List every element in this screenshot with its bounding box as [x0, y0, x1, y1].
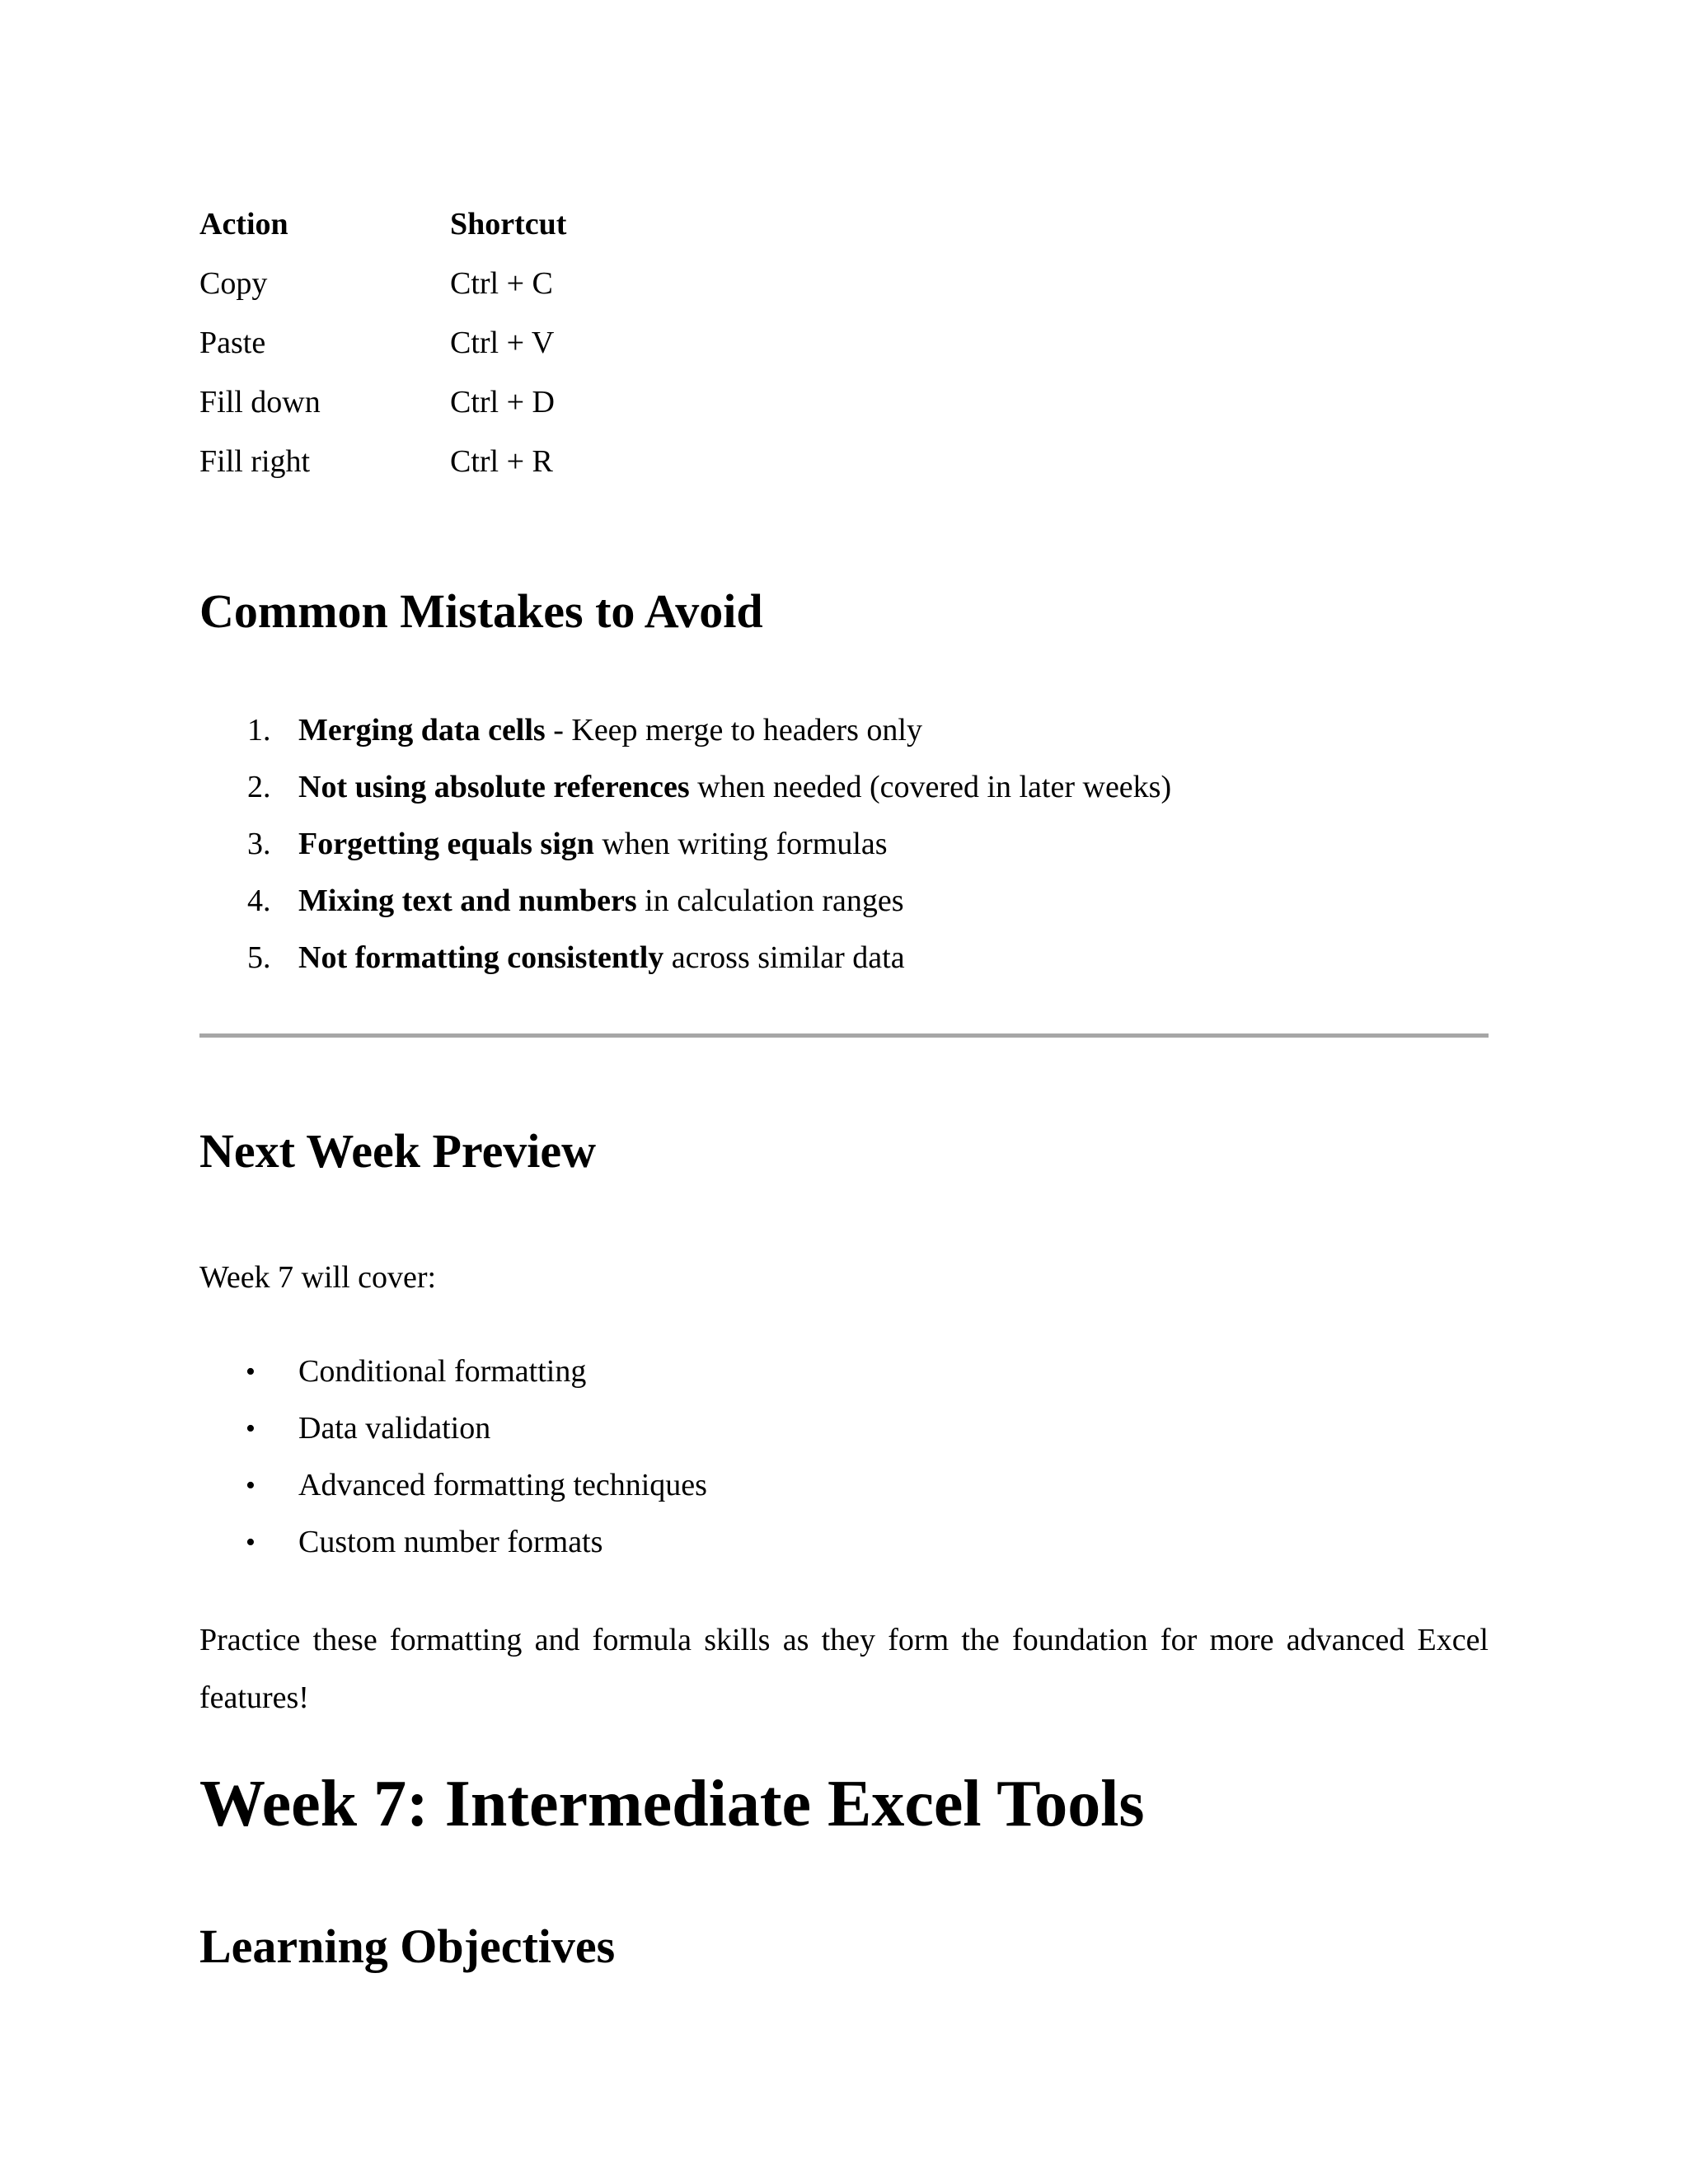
mistake-text: when writing formulas	[593, 827, 888, 861]
list-number: 2.	[247, 770, 271, 804]
bullet-icon: •	[246, 1357, 256, 1387]
mistakes-list	[199, 702, 1171, 987]
list-item	[199, 1457, 707, 1514]
list-item	[199, 702, 1171, 759]
week7-title: Week 7: Intermediate Excel Tools	[199, 1768, 1145, 1840]
action-cell: Copy	[199, 266, 268, 301]
mistake-bold: Merging data cells	[298, 713, 546, 748]
list-item	[199, 816, 1171, 873]
table-row	[199, 432, 566, 491]
table-row	[199, 254, 566, 313]
table-row	[199, 373, 566, 432]
preview-item-text: Advanced formatting techniques	[298, 1468, 707, 1502]
table-row	[199, 313, 566, 373]
list-item	[199, 759, 1171, 816]
shortcut-cell: Ctrl + D	[450, 385, 555, 419]
action-cell: Fill down	[199, 385, 321, 419]
shortcut-cell: Ctrl + R	[450, 444, 553, 479]
header-action: Action	[199, 207, 288, 241]
mistake-bold: Not formatting consistently	[298, 940, 664, 975]
bullet-icon: •	[246, 1527, 256, 1558]
list-item	[199, 1514, 707, 1571]
mistake-text: - Keep merge to headers only	[545, 713, 922, 748]
shortcut-table	[199, 194, 566, 491]
list-item	[199, 1343, 707, 1400]
shortcut-cell: Ctrl + C	[450, 266, 553, 301]
action-cell: Paste	[199, 326, 266, 360]
preview-item-text: Data validation	[298, 1411, 491, 1446]
preview-intro: Week 7 will cover:	[199, 1260, 437, 1295]
list-item	[199, 930, 1171, 987]
mistakes-heading: Common Mistakes to Avoid	[199, 584, 763, 638]
preview-item-text: Custom number formats	[298, 1525, 603, 1559]
learning-objectives-heading: Learning Objectives	[199, 1919, 616, 1973]
closing-paragraph: Practice these formatting and formula skills as they form the foundation for more advanced Excel features!	[199, 1623, 1489, 1715]
mistake-bold: Not using absolute references	[298, 770, 690, 804]
header-shortcut: Shortcut	[450, 207, 567, 241]
mistake-bold: Forgetting equals sign	[298, 827, 594, 861]
list-item	[199, 1400, 707, 1457]
preview-item-text: Conditional formatting	[298, 1354, 587, 1389]
preview-list	[199, 1343, 707, 1571]
list-number: 4.	[247, 883, 271, 918]
horizontal-divider	[199, 1033, 1489, 1038]
list-number: 1.	[247, 713, 271, 748]
mistake-bold: Mixing text and numbers	[298, 883, 637, 918]
mistake-text: when needed (covered in later weeks)	[689, 770, 1172, 804]
bullet-icon: •	[246, 1470, 256, 1501]
table-header-row	[199, 194, 566, 254]
list-number: 5.	[247, 940, 271, 975]
list-number: 3.	[247, 827, 271, 861]
bullet-icon: •	[246, 1413, 256, 1444]
preview-heading: Next Week Preview	[199, 1124, 597, 1178]
list-item	[199, 873, 1171, 930]
mistake-text: across similar data	[663, 940, 905, 975]
mistake-text: in calculation ranges	[636, 883, 904, 918]
shortcut-cell: Ctrl + V	[450, 326, 555, 360]
action-cell: Fill right	[199, 444, 311, 479]
